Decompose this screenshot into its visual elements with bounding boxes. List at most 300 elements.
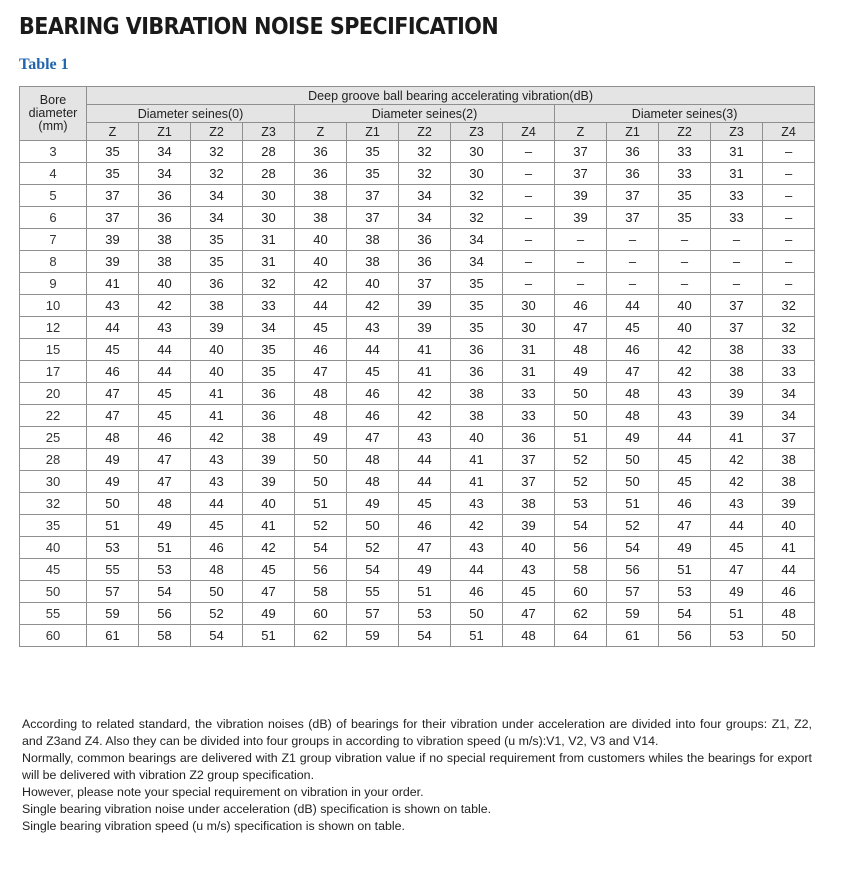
note-paragraph: Single bearing vibration noise under acceleration (dB) specification is shown on table. xyxy=(22,802,492,816)
table-cell: 33 xyxy=(503,405,555,427)
table-cell: 40 xyxy=(139,273,191,295)
group-header: Deep groove ball bearing accelerating vibration(dB) xyxy=(87,87,815,105)
table-cell: 38 xyxy=(763,471,815,493)
table-cell: 54 xyxy=(139,581,191,603)
table-row xyxy=(20,339,815,361)
table-cell: 54 xyxy=(295,537,347,559)
table-cell: 35 xyxy=(191,251,243,273)
table-cell: 43 xyxy=(399,427,451,449)
table-cell: 33 xyxy=(763,339,815,361)
table-cell: 40 xyxy=(295,251,347,273)
table-cell: 30 xyxy=(451,163,503,185)
series-header: Diameter seines(3) xyxy=(555,105,815,123)
table-cell: 41 xyxy=(451,449,503,471)
column-header: Z xyxy=(555,123,607,141)
table-cell: 45 xyxy=(607,317,659,339)
table-cell: – xyxy=(503,229,555,251)
table-cell: 44 xyxy=(139,361,191,383)
table-cell: 48 xyxy=(607,405,659,427)
table-cell: 54 xyxy=(347,559,399,581)
table-cell: 32 xyxy=(243,273,295,295)
table-cell: 47 xyxy=(711,559,763,581)
bore-diameter-header: Bore diameter (mm) xyxy=(20,87,87,141)
bore-diameter-cell: 40 xyxy=(20,537,87,559)
bore-diameter-cell: 45 xyxy=(20,559,87,581)
table-cell: 38 xyxy=(139,251,191,273)
table-cell: 37 xyxy=(87,185,139,207)
table-cell: 36 xyxy=(503,427,555,449)
table-cell: 49 xyxy=(399,559,451,581)
table-cell: 35 xyxy=(451,295,503,317)
table-cell: 52 xyxy=(347,537,399,559)
table-cell: 52 xyxy=(555,449,607,471)
table-cell: 50 xyxy=(451,603,503,625)
table-cell: 46 xyxy=(347,405,399,427)
table-cell: 31 xyxy=(503,339,555,361)
table-cell: 39 xyxy=(763,493,815,515)
table-cell: 45 xyxy=(711,537,763,559)
column-header: Z1 xyxy=(139,123,191,141)
table-cell: 43 xyxy=(659,383,711,405)
table-cell: 41 xyxy=(763,537,815,559)
table-cell: 44 xyxy=(711,515,763,537)
bore-diameter-cell: 7 xyxy=(20,229,87,251)
table-cell: 38 xyxy=(451,405,503,427)
table-cell: 48 xyxy=(503,625,555,647)
table-cell: 42 xyxy=(711,471,763,493)
table-row xyxy=(20,207,815,229)
vibration-spec-table xyxy=(19,86,815,647)
table-cell: 33 xyxy=(243,295,295,317)
table-cell: 64 xyxy=(555,625,607,647)
table-cell: 31 xyxy=(243,251,295,273)
table-cell: 45 xyxy=(659,449,711,471)
column-header: Z1 xyxy=(347,123,399,141)
table-row xyxy=(20,581,815,603)
table-cell: 44 xyxy=(87,317,139,339)
table-cell: 43 xyxy=(191,471,243,493)
table-cell: 34 xyxy=(191,207,243,229)
table-cell: 39 xyxy=(399,317,451,339)
table-cell: 56 xyxy=(607,559,659,581)
table-cell: 58 xyxy=(139,625,191,647)
table-cell: 47 xyxy=(659,515,711,537)
table-cell: 45 xyxy=(87,339,139,361)
table-cell: 50 xyxy=(347,515,399,537)
table-cell: 54 xyxy=(399,625,451,647)
table-cell: 36 xyxy=(451,361,503,383)
table-cell: 40 xyxy=(503,537,555,559)
table-row xyxy=(20,317,815,339)
table-cell: 38 xyxy=(139,229,191,251)
table-cell: 51 xyxy=(87,515,139,537)
table-row xyxy=(20,273,815,295)
note-paragraph: However, please note your special requirement on vibration in your order. xyxy=(22,785,424,799)
table-cell: 50 xyxy=(295,449,347,471)
note-paragraph: Single bearing vibration speed (u m/s) specification is shown on table. xyxy=(22,819,405,833)
table-cell: 45 xyxy=(295,317,347,339)
table-cell: – xyxy=(659,229,711,251)
bore-diameter-cell: 50 xyxy=(20,581,87,603)
table-cell: 40 xyxy=(243,493,295,515)
table-cell: 47 xyxy=(399,537,451,559)
table-row xyxy=(20,141,815,163)
table-cell: 51 xyxy=(555,427,607,449)
table-row xyxy=(20,625,815,647)
table-cell: 34 xyxy=(763,383,815,405)
bore-diameter-cell: 22 xyxy=(20,405,87,427)
table-cell: 47 xyxy=(139,449,191,471)
table-cell: 51 xyxy=(451,625,503,647)
table-cell: 45 xyxy=(139,405,191,427)
table-cell: 40 xyxy=(659,295,711,317)
table-cell: 60 xyxy=(555,581,607,603)
table-cell: 47 xyxy=(295,361,347,383)
bore-diameter-cell: 60 xyxy=(20,625,87,647)
table-cell: 32 xyxy=(763,295,815,317)
table-cell: 46 xyxy=(451,581,503,603)
table-cell: 34 xyxy=(763,405,815,427)
table-cell: 51 xyxy=(139,537,191,559)
table-cell: – xyxy=(763,251,815,273)
table-row xyxy=(20,383,815,405)
table-row xyxy=(20,427,815,449)
table-cell: 45 xyxy=(243,559,295,581)
table-cell: 41 xyxy=(243,515,295,537)
table-cell: 30 xyxy=(243,185,295,207)
table-cell: 50 xyxy=(607,449,659,471)
table-cell: 57 xyxy=(87,581,139,603)
table-cell: 42 xyxy=(347,295,399,317)
table-cell: 61 xyxy=(607,625,659,647)
table-cell: 37 xyxy=(763,427,815,449)
table-cell: 57 xyxy=(607,581,659,603)
table-cell: 37 xyxy=(503,449,555,471)
table-row xyxy=(20,405,815,427)
table-cell: – xyxy=(711,251,763,273)
table-cell: 51 xyxy=(243,625,295,647)
column-header: Z4 xyxy=(503,123,555,141)
table-cell: 48 xyxy=(763,603,815,625)
table-cell: 47 xyxy=(243,581,295,603)
table-cell: 43 xyxy=(451,537,503,559)
table-cell: – xyxy=(503,141,555,163)
table-cell: 43 xyxy=(191,449,243,471)
table-cell: 31 xyxy=(711,141,763,163)
table-cell: 34 xyxy=(399,185,451,207)
table-cell: 36 xyxy=(399,229,451,251)
table-cell: 46 xyxy=(763,581,815,603)
table-row xyxy=(20,449,815,471)
table-cell: – xyxy=(503,207,555,229)
table-cell: 33 xyxy=(711,207,763,229)
table-cell: 51 xyxy=(659,559,711,581)
table-cell: 47 xyxy=(503,603,555,625)
table-cell: 50 xyxy=(607,471,659,493)
table-cell: 44 xyxy=(347,339,399,361)
table-cell: 42 xyxy=(139,295,191,317)
table-cell: 49 xyxy=(659,537,711,559)
table-cell: 44 xyxy=(191,493,243,515)
bore-diameter-cell: 25 xyxy=(20,427,87,449)
table-cell: 56 xyxy=(139,603,191,625)
bore-diameter-cell: 10 xyxy=(20,295,87,317)
table-cell: 35 xyxy=(191,229,243,251)
table-cell: 37 xyxy=(555,141,607,163)
table-cell: 42 xyxy=(243,537,295,559)
table-cell: 35 xyxy=(659,207,711,229)
table-row xyxy=(20,163,815,185)
table-cell: 61 xyxy=(87,625,139,647)
table-caption: Table 1 xyxy=(19,56,69,73)
table-cell: – xyxy=(555,229,607,251)
table-cell: 56 xyxy=(295,559,347,581)
table-cell: – xyxy=(659,251,711,273)
table-cell: – xyxy=(763,141,815,163)
table-cell: 42 xyxy=(711,449,763,471)
table-cell: 49 xyxy=(607,427,659,449)
table-cell: 44 xyxy=(399,449,451,471)
table-cell: 49 xyxy=(295,427,347,449)
table-cell: 44 xyxy=(607,295,659,317)
table-cell: 35 xyxy=(347,141,399,163)
table-cell: 37 xyxy=(87,207,139,229)
table-cell: 59 xyxy=(87,603,139,625)
table-cell: 34 xyxy=(139,141,191,163)
table-cell: 55 xyxy=(347,581,399,603)
table-cell: 51 xyxy=(711,603,763,625)
table-cell: 48 xyxy=(191,559,243,581)
column-header: Z3 xyxy=(451,123,503,141)
table-cell: 36 xyxy=(399,251,451,273)
column-header: Z3 xyxy=(711,123,763,141)
bore-diameter-cell: 12 xyxy=(20,317,87,339)
table-cell: – xyxy=(763,207,815,229)
table-cell: 56 xyxy=(659,625,711,647)
table-cell: 28 xyxy=(243,163,295,185)
table-cell: 54 xyxy=(191,625,243,647)
table-row xyxy=(20,493,815,515)
table-cell: 59 xyxy=(607,603,659,625)
table-cell: 41 xyxy=(399,339,451,361)
table-row xyxy=(20,515,815,537)
table-cell: 30 xyxy=(243,207,295,229)
table-cell: – xyxy=(763,185,815,207)
table-cell: 44 xyxy=(763,559,815,581)
table-cell: – xyxy=(503,251,555,273)
table-cell: 37 xyxy=(399,273,451,295)
table-cell: 41 xyxy=(191,383,243,405)
table-cell: 45 xyxy=(347,361,399,383)
table-cell: 35 xyxy=(243,361,295,383)
table-cell: 33 xyxy=(659,163,711,185)
table-cell: 49 xyxy=(711,581,763,603)
table-cell: 39 xyxy=(711,405,763,427)
table-cell: 38 xyxy=(503,493,555,515)
table-body xyxy=(20,141,815,647)
table-cell: – xyxy=(711,229,763,251)
table-cell: 28 xyxy=(243,141,295,163)
table-cell: 35 xyxy=(87,141,139,163)
table-cell: 38 xyxy=(347,251,399,273)
table-cell: 38 xyxy=(347,229,399,251)
table-cell: 35 xyxy=(451,317,503,339)
bore-diameter-cell: 8 xyxy=(20,251,87,273)
table-cell: 43 xyxy=(139,317,191,339)
table-cell: 37 xyxy=(347,185,399,207)
table-cell: 49 xyxy=(87,471,139,493)
table-cell: 41 xyxy=(87,273,139,295)
table-cell: 43 xyxy=(711,493,763,515)
table-cell: 38 xyxy=(711,361,763,383)
table-cell: – xyxy=(763,273,815,295)
table-cell: 42 xyxy=(659,339,711,361)
table-cell: 48 xyxy=(87,427,139,449)
table-cell: 47 xyxy=(555,317,607,339)
notes-section xyxy=(22,716,812,835)
table-cell: 46 xyxy=(347,383,399,405)
series-header: Diameter seines(2) xyxy=(295,105,555,123)
table-cell: 48 xyxy=(347,471,399,493)
table-cell: 37 xyxy=(711,317,763,339)
table-cell: – xyxy=(607,251,659,273)
column-header: Z4 xyxy=(763,123,815,141)
table-cell: 52 xyxy=(555,471,607,493)
table-cell: 42 xyxy=(659,361,711,383)
table-cell: 42 xyxy=(451,515,503,537)
table-cell: 44 xyxy=(139,339,191,361)
table-cell: 35 xyxy=(243,339,295,361)
table-cell: 50 xyxy=(763,625,815,647)
table-cell: 32 xyxy=(399,141,451,163)
table-cell: 37 xyxy=(555,163,607,185)
table-cell: 43 xyxy=(659,405,711,427)
page-title: BEARING VIBRATION NOISE SPECIFICATION xyxy=(19,14,499,40)
table-cell: 38 xyxy=(243,427,295,449)
table-cell: 30 xyxy=(503,295,555,317)
table-cell: 60 xyxy=(295,603,347,625)
table-cell: 34 xyxy=(399,207,451,229)
table-cell: 41 xyxy=(711,427,763,449)
table-cell: 46 xyxy=(659,493,711,515)
table-cell: 48 xyxy=(347,449,399,471)
table-cell: 45 xyxy=(503,581,555,603)
table-cell: 44 xyxy=(451,559,503,581)
table-cell: 49 xyxy=(555,361,607,383)
table-cell: 48 xyxy=(139,493,191,515)
table-cell: 33 xyxy=(711,185,763,207)
table-cell: 39 xyxy=(399,295,451,317)
table-cell: 38 xyxy=(191,295,243,317)
table-cell: 40 xyxy=(191,361,243,383)
table-cell: 39 xyxy=(555,185,607,207)
table-cell: 53 xyxy=(139,559,191,581)
table-cell: 32 xyxy=(451,207,503,229)
table-cell: 39 xyxy=(243,449,295,471)
table-cell: 50 xyxy=(87,493,139,515)
table-row xyxy=(20,251,815,273)
table-cell: 38 xyxy=(711,339,763,361)
series-header: Diameter seines(0) xyxy=(87,105,295,123)
table-cell: 31 xyxy=(503,361,555,383)
table-cell: 35 xyxy=(87,163,139,185)
table-cell: 33 xyxy=(503,383,555,405)
table-cell: 34 xyxy=(451,229,503,251)
table-cell: 36 xyxy=(243,405,295,427)
table-cell: 40 xyxy=(295,229,347,251)
table-cell: 46 xyxy=(555,295,607,317)
table-cell: 39 xyxy=(711,383,763,405)
table-cell: 33 xyxy=(659,141,711,163)
table-cell: 47 xyxy=(139,471,191,493)
table-cell: – xyxy=(607,229,659,251)
table-cell: 32 xyxy=(191,163,243,185)
column-header-row xyxy=(20,123,815,141)
table-cell: – xyxy=(711,273,763,295)
table-cell: 39 xyxy=(87,251,139,273)
table-cell: 38 xyxy=(451,383,503,405)
table-cell: 42 xyxy=(295,273,347,295)
table-cell: 32 xyxy=(399,163,451,185)
table-cell: – xyxy=(555,251,607,273)
table-cell: 30 xyxy=(503,317,555,339)
table-cell: 59 xyxy=(347,625,399,647)
bore-diameter-cell: 6 xyxy=(20,207,87,229)
table-cell: 48 xyxy=(607,383,659,405)
table-cell: 49 xyxy=(243,603,295,625)
column-header: Z xyxy=(295,123,347,141)
table-cell: 35 xyxy=(659,185,711,207)
table-cell: 55 xyxy=(87,559,139,581)
table-cell: 41 xyxy=(191,405,243,427)
table-cell: 47 xyxy=(87,405,139,427)
table-cell: 47 xyxy=(87,383,139,405)
bore-diameter-cell: 15 xyxy=(20,339,87,361)
table-cell: 39 xyxy=(243,471,295,493)
table-cell: 45 xyxy=(191,515,243,537)
table-cell: 40 xyxy=(763,515,815,537)
bore-diameter-cell: 35 xyxy=(20,515,87,537)
table-cell: 57 xyxy=(347,603,399,625)
table-cell: 54 xyxy=(555,515,607,537)
table-cell: 32 xyxy=(763,317,815,339)
table-cell: – xyxy=(503,185,555,207)
table-cell: 49 xyxy=(347,493,399,515)
table-cell: 52 xyxy=(607,515,659,537)
bore-diameter-cell: 4 xyxy=(20,163,87,185)
bore-diameter-cell: 20 xyxy=(20,383,87,405)
table-cell: 37 xyxy=(711,295,763,317)
table-cell: 46 xyxy=(87,361,139,383)
table-cell: 43 xyxy=(503,559,555,581)
table-cell: 47 xyxy=(607,361,659,383)
table-cell: – xyxy=(503,163,555,185)
table-cell: 39 xyxy=(191,317,243,339)
table-cell: 47 xyxy=(347,427,399,449)
table-cell: 44 xyxy=(295,295,347,317)
table-cell: 52 xyxy=(295,515,347,537)
bore-diameter-cell: 28 xyxy=(20,449,87,471)
column-header: Z2 xyxy=(399,123,451,141)
table-row xyxy=(20,603,815,625)
bore-diameter-cell: 55 xyxy=(20,603,87,625)
table-cell: 30 xyxy=(451,141,503,163)
series-header-row xyxy=(20,105,815,123)
table-cell: 53 xyxy=(399,603,451,625)
table-cell: 40 xyxy=(347,273,399,295)
table-cell: 42 xyxy=(399,383,451,405)
table-cell: 36 xyxy=(451,339,503,361)
